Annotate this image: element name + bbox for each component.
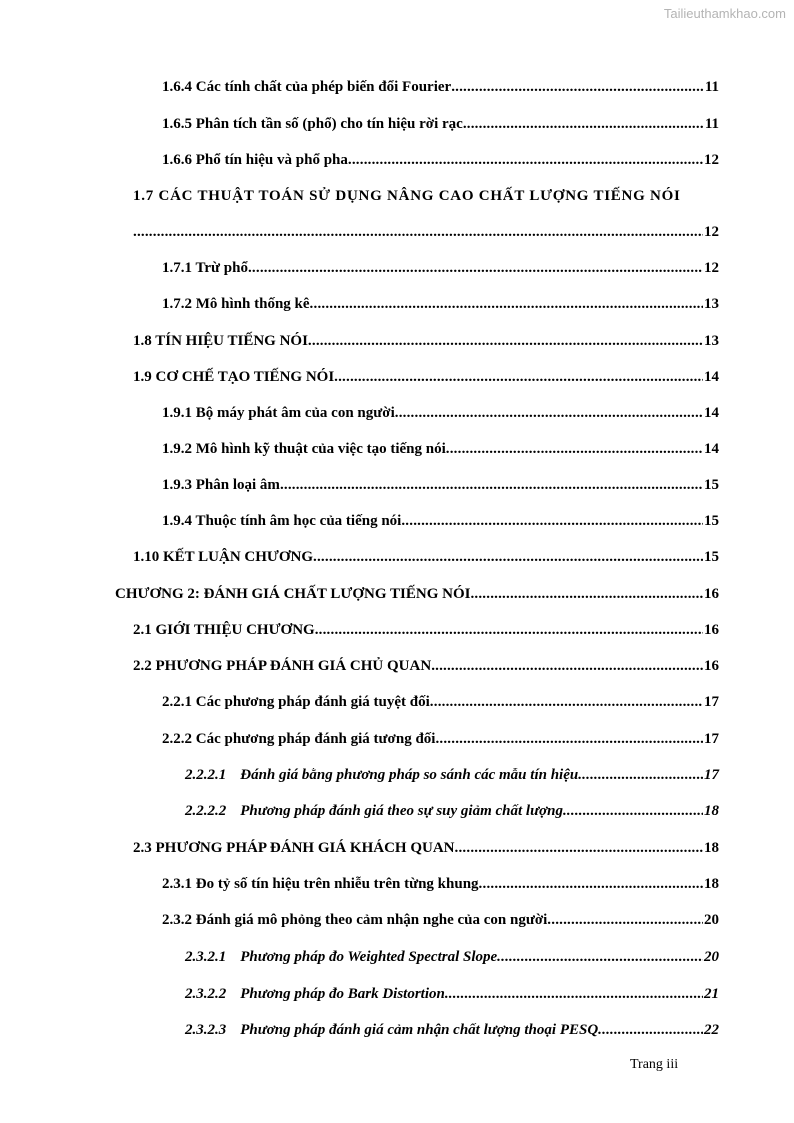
toc-entry-label: 2.3 PHƯƠNG PHÁP ĐÁNH GIÁ KHÁCH QUAN [133,840,455,856]
toc-entry-2-3[interactable] [133,838,719,858]
toc-entry-page: 12 [704,260,719,276]
dot-leader [395,403,703,423]
toc-entry-page: 13 [704,296,719,312]
page-number: Trang iii [630,1057,679,1072]
toc-entry-number: 2.2.2.1 [185,767,227,783]
toc-entry-label: 1.9 CƠ CHẾ TẠO TIẾNG NÓI [133,369,335,385]
toc-entry-1-7-1[interactable] [162,258,719,278]
toc-entry-page: 15 [704,477,719,493]
toc-entry-page: 14 [704,405,719,421]
dot-leader [563,801,703,821]
toc-entry-label: 1.8 TÍN HIỆU TIẾNG NÓI [133,333,308,349]
toc-entry-page: 17 [704,731,719,747]
dot-leader [401,511,703,531]
dot-leader [431,656,703,676]
toc-entry-page: 21 [704,986,719,1002]
dot-leader [598,1020,703,1040]
toc-entry-label: 2.2.2 Các phương pháp đánh giá tương đối [162,731,436,747]
toc-entry-1-8[interactable] [133,331,719,351]
toc-entry-page: 16 [704,622,719,638]
toc-entry-page: 14 [704,441,719,457]
toc-entry-1-6-5[interactable] [162,114,719,134]
toc-entry-1-6-4[interactable] [162,77,719,97]
dot-leader [445,984,703,1004]
toc-entry-page: 18 [704,876,719,892]
dot-leader [578,765,703,785]
dot-leader [308,331,703,351]
toc-entry-number: 2.3.2.1 [185,949,227,965]
toc-entry-2-2-2[interactable] [162,729,719,749]
toc-entry-label: Đánh giá bằng phương pháp so sánh các mẫu tín hiệu [240,767,579,783]
toc-entry-2-3-2-1[interactable] [185,947,719,967]
toc-entry-page: 18 [704,840,719,856]
toc-entry-label: 2.2 PHƯƠNG PHÁP ĐÁNH GIÁ CHỦ QUAN [133,658,432,674]
toc-entry-page: 15 [704,549,719,565]
toc-entry-label: Phương pháp đo Weighted Spectral Slope [240,949,498,965]
toc-entry-page: 12 [704,224,719,240]
dot-leader [315,620,703,640]
dot-leader [451,77,704,97]
toc-entry-label: 1.6.4 Các tính chất của phép biến đổi Fourier [162,79,452,95]
toc-entry-2-3-2[interactable] [162,910,719,930]
toc-entry-2-2-2-1[interactable] [185,765,719,785]
dot-leader [248,258,703,278]
toc-entry-1-9[interactable] [133,367,719,387]
toc-entry-number: 2.3.2.3 [185,1022,227,1038]
toc-entry-page: 16 [704,658,719,674]
toc-entry-page: 20 [704,949,719,965]
toc-entry-label: 1.7.2 Mô hình thống kê [162,296,310,312]
toc-entry-label: 1.9.4 Thuộc tính âm học của tiếng nói [162,513,402,529]
toc-entry-page: 18 [704,803,719,819]
watermark: Tailieuthamkhao.com [663,6,786,21]
toc-entry-1-9-3[interactable] [162,475,719,495]
dot-leader [435,729,703,749]
toc-entry-page: 13 [704,333,719,349]
toc-entry-page: 17 [704,694,719,710]
dot-leader [479,874,703,894]
toc-entry-page: 16 [704,586,719,602]
toc-entry-page: 17 [704,767,719,783]
toc-entry-2-2[interactable] [133,656,719,676]
dot-leader [348,150,703,170]
toc-entry-label: CHƯƠNG 2: ĐÁNH GIÁ CHẤT LƯỢNG TIẾNG NÓI [115,586,471,602]
toc-entry-number: 2.2.2.2 [185,803,227,819]
toc-entry-label: 1.9.3 Phân loại âm [162,477,280,493]
dot-leader [497,947,703,967]
toc-entry-2-3-2-2[interactable] [185,984,719,1004]
toc-entry-label: 1.7.1 Trừ phổ [162,260,248,276]
toc-entry-1-6-6[interactable] [162,150,719,170]
dot-leader [455,838,703,858]
toc-entry-chapter-2[interactable] [115,584,719,604]
toc-entry-2-2-2-2[interactable] [185,801,719,821]
dot-leader [470,584,703,604]
toc-entry-2-3-1[interactable] [162,874,719,894]
dot-leader [547,910,703,930]
toc-entry-label: Phương pháp đo Bark Distortion [240,986,445,1002]
dot-leader [430,692,703,712]
toc-entry-number: 2.3.2.2 [185,986,227,1002]
dot-leader [334,367,703,387]
toc-entry-label: 1.6.5 Phân tích tần số (phổ) cho tín hiệu rời rạc [162,116,463,132]
toc-entry-page: 11 [704,79,719,95]
dot-leader [310,294,703,314]
toc-entry-2-2-1[interactable] [162,692,719,712]
toc-entry-label: 1.10 KẾT LUẬN CHƯƠNG [133,549,314,565]
toc-entry-label: 2.3.2 Đánh giá mô phỏng theo cảm nhận nghe của con người [162,912,548,928]
dot-leader [313,547,703,567]
toc-entry-label: 1.6.6 Phổ tín hiệu và phổ pha [162,152,348,168]
dot-leader [446,439,703,459]
toc-entry-label: 1.9.1 Bộ máy phát âm của con người [162,405,395,421]
toc-entry-1-7-label[interactable]: 1.7 CÁC THUẬT TOÁN SỬ DỤNG NÂNG CAO CHẤT LƯỢNG TIẾNG NÓI [133,188,681,204]
toc-entry-label: 1.9.2 Mô hình kỹ thuật của việc tạo tiếng nói [162,441,446,457]
toc-entry-1-7[interactable] [133,222,719,242]
toc-entry-label: Phương pháp đánh giá cảm nhận chất lượng thoại PESQ [240,1022,599,1038]
toc-entry-page: 15 [704,513,719,529]
toc-entry-2-1[interactable] [133,620,719,640]
dot-leader [133,222,703,242]
toc-entry-label: 2.3.1 Đo tỷ số tín hiệu trên nhiễu trên từng khung [162,876,479,892]
toc-entry-1-9-1[interactable] [162,403,719,423]
toc-entry-label: Phương pháp đánh giá theo sự suy giảm chất lượng [240,803,563,819]
toc-entry-page: 12 [704,152,719,168]
toc-entry-page: 11 [704,116,719,132]
toc-entry-2-3-2-3[interactable] [185,1020,719,1040]
toc-entry-1-9-4[interactable] [162,511,719,531]
toc-entry-label: 2.2.1 Các phương pháp đánh giá tuyệt đối [162,694,430,710]
toc-entry-page: 20 [704,912,719,928]
dot-leader [463,114,704,134]
toc-entry-1-10[interactable] [133,547,719,567]
toc-entry-page: 14 [704,369,719,385]
toc-entry-1-7-2[interactable] [162,294,719,314]
toc-entry-label: 2.1 GIỚI THIỆU CHƯƠNG [133,622,315,638]
toc-entry-1-9-2[interactable] [162,439,719,459]
dot-leader [280,475,703,495]
toc-entry-page: 22 [704,1022,719,1038]
